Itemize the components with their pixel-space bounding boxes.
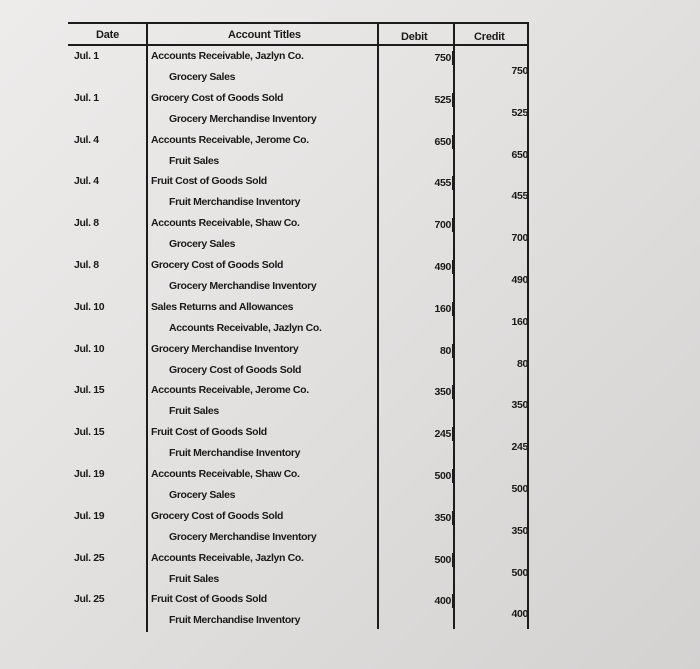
debit-amount: 455 bbox=[434, 177, 451, 190]
credit-account-title: Fruit Merchandise Inventory bbox=[169, 196, 301, 209]
credit-amount: 80 bbox=[517, 357, 528, 370]
credit-amount: 500 bbox=[511, 566, 528, 579]
debit-account-title: Grocery Cost of Goods Sold bbox=[151, 509, 284, 522]
debit-column-right-divider bbox=[453, 22, 455, 629]
debit-tick-mark bbox=[452, 511, 453, 525]
credit-amount: 160 bbox=[511, 315, 528, 328]
entry-date: Jul. 15 bbox=[74, 426, 105, 439]
debit-account-title: Accounts Receivable, Shaw Co. bbox=[151, 217, 300, 230]
debit-account-title: Fruit Cost of Goods Sold bbox=[151, 593, 267, 606]
credit-account-title: Fruit Sales bbox=[169, 405, 219, 418]
debit-tick-mark bbox=[452, 260, 453, 274]
debit-account-title: Accounts Receivable, Jazlyn Co. bbox=[151, 551, 304, 564]
debit-amount: 400 bbox=[434, 595, 451, 608]
debit-account-title: Accounts Receivable, Jerome Co. bbox=[151, 133, 309, 146]
debit-amount: 160 bbox=[434, 302, 451, 315]
entry-date: Jul. 1 bbox=[74, 91, 99, 104]
debit-tick-mark bbox=[452, 51, 453, 65]
debit-tick-mark bbox=[452, 302, 453, 316]
debit-amount: 500 bbox=[434, 470, 451, 482]
credit-amount: 455 bbox=[511, 190, 528, 203]
credit-amount: 350 bbox=[511, 524, 528, 537]
entry-date: Jul. 19 bbox=[74, 509, 105, 522]
credit-account-title: Grocery Sales bbox=[169, 488, 236, 501]
entry-date: Jul. 4 bbox=[74, 175, 99, 188]
credit-amount: 700 bbox=[511, 232, 528, 245]
entry-date: Jul. 4 bbox=[74, 133, 99, 146]
entry-date: Jul. 8 bbox=[74, 259, 99, 271]
debit-column-left-divider bbox=[377, 22, 379, 629]
debit-amount: 650 bbox=[434, 135, 451, 148]
credit-amount: 400 bbox=[511, 608, 528, 621]
entry-date: Jul. 10 bbox=[74, 300, 105, 313]
debit-account-title: Accounts Receivable, Jerome Co. bbox=[151, 384, 309, 397]
credit-amount: 500 bbox=[511, 482, 528, 495]
credit-amount: 525 bbox=[511, 106, 528, 119]
debit-tick-mark bbox=[452, 594, 453, 608]
credit-account-title: Grocery Merchandise Inventory bbox=[169, 279, 317, 292]
credit-header: Credit bbox=[474, 31, 505, 43]
credit-account-title: Accounts Receivable, Jazlyn Co. bbox=[169, 321, 322, 334]
credit-account-title: Fruit Merchandise Inventory bbox=[169, 447, 301, 460]
debit-account-title: Grocery Cost of Goods Sold bbox=[151, 91, 284, 104]
credit-amount: 750 bbox=[511, 64, 528, 77]
credit-account-title: Grocery Sales bbox=[169, 238, 236, 251]
debit-amount: 490 bbox=[434, 261, 451, 273]
debit-amount: 525 bbox=[434, 93, 451, 106]
entry-date: Jul. 10 bbox=[74, 342, 105, 355]
credit-amount: 350 bbox=[511, 399, 528, 412]
debit-account-title: Grocery Merchandise Inventory bbox=[151, 342, 299, 355]
debit-amount: 700 bbox=[434, 219, 451, 232]
entry-date: Jul. 1 bbox=[74, 50, 99, 62]
debit-tick-mark bbox=[452, 218, 453, 232]
credit-account-title: Grocery Cost of Goods Sold bbox=[169, 363, 302, 376]
entry-date: Jul. 19 bbox=[74, 468, 105, 480]
credit-amount: 490 bbox=[511, 273, 528, 286]
debit-account-title: Fruit Cost of Goods Sold bbox=[151, 175, 267, 188]
debit-tick-mark bbox=[452, 93, 453, 107]
debit-amount: 350 bbox=[434, 386, 451, 399]
debit-amount: 350 bbox=[434, 511, 451, 524]
debit-account-title: Fruit Cost of Goods Sold bbox=[151, 426, 267, 439]
debit-tick-mark bbox=[452, 385, 453, 399]
debit-amount: 80 bbox=[440, 344, 451, 357]
debit-tick-mark bbox=[452, 469, 453, 483]
entry-date: Jul. 15 bbox=[74, 384, 105, 397]
header-underline bbox=[68, 44, 528, 46]
credit-account-title: Grocery Merchandise Inventory bbox=[169, 112, 317, 125]
debit-tick-mark bbox=[452, 176, 453, 190]
credit-account-title: Fruit Sales bbox=[169, 572, 219, 585]
debit-account-title: Accounts Receivable, Jazlyn Co. bbox=[151, 50, 304, 62]
debit-tick-mark bbox=[452, 135, 453, 149]
credit-account-title: Fruit Merchandise Inventory bbox=[169, 614, 301, 627]
credit-account-title: Grocery Merchandise Inventory bbox=[169, 530, 317, 543]
debit-amount: 750 bbox=[434, 52, 451, 64]
entry-date: Jul. 25 bbox=[74, 551, 105, 564]
entry-date: Jul. 25 bbox=[74, 593, 105, 606]
credit-amount: 650 bbox=[511, 148, 528, 161]
debit-account-title: Grocery Cost of Goods Sold bbox=[151, 259, 284, 271]
entry-date: Jul. 8 bbox=[74, 217, 99, 230]
account-column-divider bbox=[146, 22, 148, 632]
account-titles-header: Account Titles bbox=[228, 29, 301, 41]
debit-tick-mark bbox=[452, 344, 453, 358]
debit-amount: 245 bbox=[434, 428, 451, 441]
credit-account-title: Fruit Sales bbox=[169, 154, 219, 167]
debit-amount: 500 bbox=[434, 553, 451, 566]
date-header: Date bbox=[96, 29, 120, 41]
credit-amount: 245 bbox=[511, 441, 528, 454]
top-border bbox=[68, 22, 528, 24]
debit-account-title: Accounts Receivable, Shaw Co. bbox=[151, 468, 300, 480]
debit-tick-mark bbox=[452, 553, 453, 567]
credit-account-title: Grocery Sales bbox=[169, 70, 236, 83]
debit-account-title: Sales Returns and Allowances bbox=[151, 300, 294, 313]
debit-tick-mark bbox=[452, 427, 453, 441]
debit-header: Debit bbox=[401, 31, 428, 43]
